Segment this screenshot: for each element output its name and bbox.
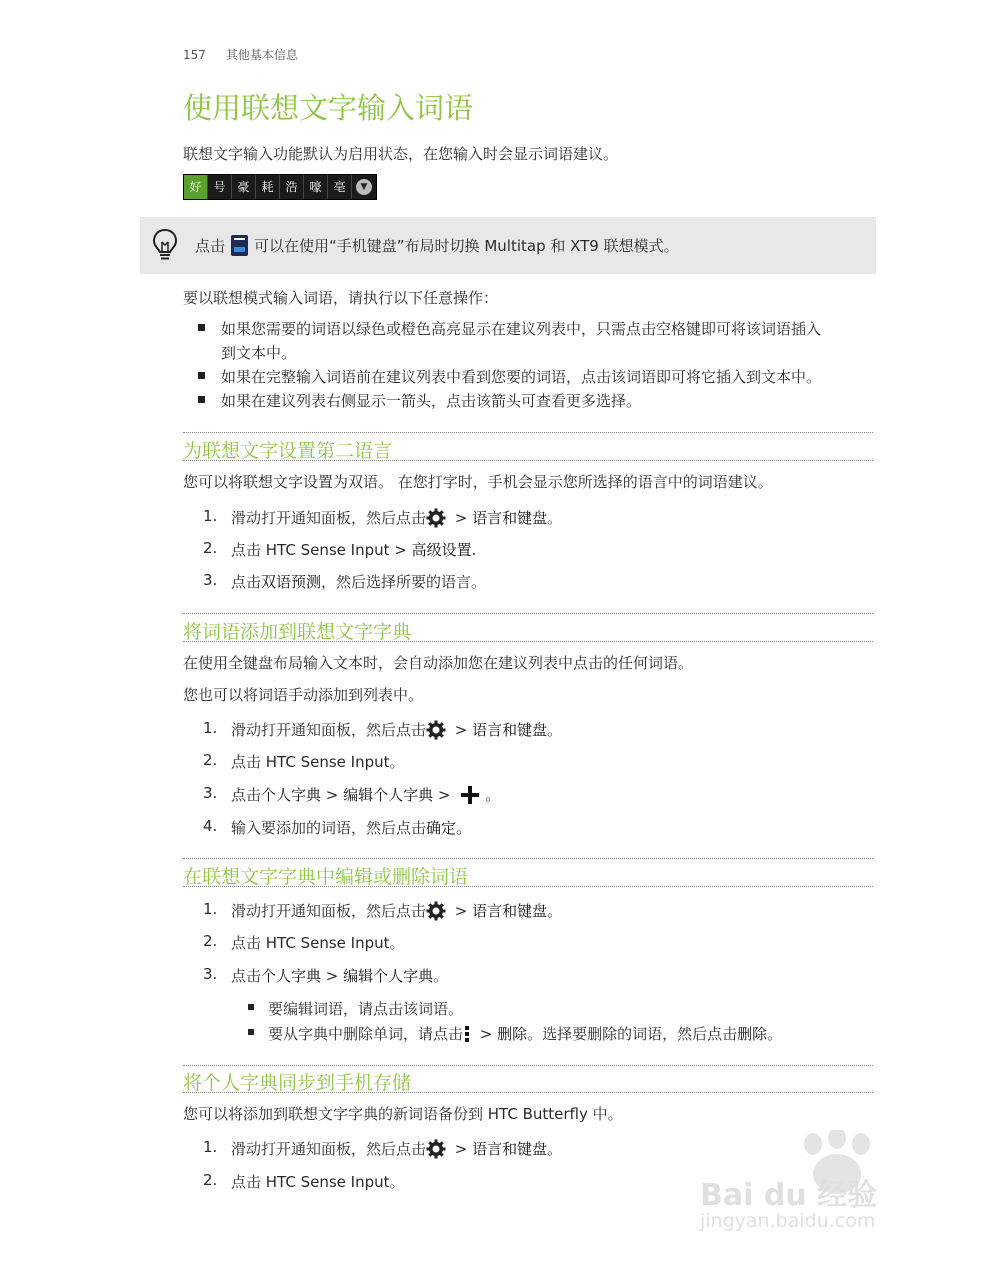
- step-text: [231, 571, 486, 592]
- watermark-brand: Bai du 经验: [700, 1178, 878, 1213]
- step-number: 3.: [203, 784, 218, 802]
- candidate-word: 浩: [280, 175, 304, 199]
- step-emphasis: 语言和键盘: [472, 902, 548, 920]
- step-number: 2.: [203, 751, 218, 769]
- section-desc: 您可以将联想文字设置为双语。 在您打字时，手机会显示您所选择的语言中的词语建议。: [183, 473, 773, 491]
- step-number: 2.: [203, 539, 218, 557]
- divider: [183, 1065, 873, 1066]
- step-part: >: [475, 1024, 498, 1043]
- divider: [183, 1092, 873, 1093]
- candidate-word: 耗: [256, 175, 280, 199]
- bullet-text: 如果在建议列表右侧显示一箭头，点击该箭头可查看更多选择。: [221, 392, 642, 410]
- settings-gear-icon: [426, 901, 446, 921]
- candidate-word: 嚎: [304, 175, 328, 199]
- candidate-word: 好: [184, 175, 208, 199]
- tip-text-before: 点击: [195, 237, 226, 255]
- chapter-title: 其他基本信息: [225, 48, 298, 62]
- step-part: 。: [547, 902, 563, 920]
- candidate-word: 豪: [232, 175, 256, 199]
- bullet-text: 如果您需要的词语以绿色或橙色高亮显示在建议列表中，只需点击空格键即可将该词语插入: [221, 320, 822, 338]
- sub-bullet-marker: [248, 1029, 254, 1035]
- step-emphasis: 个人字典: [261, 967, 322, 985]
- step-part: >: [450, 1139, 473, 1158]
- divider: [183, 886, 873, 887]
- step-part: 。: [456, 819, 472, 837]
- step-emphasis: 语言和键盘: [472, 509, 548, 527]
- section-heading: 将个人字典同步到手机存储: [183, 1072, 412, 1094]
- settings-gear-icon: [426, 508, 446, 528]
- intro-text: 联想文字输入功能默认为启用状态，在您输入时会显示词语建议。: [183, 145, 619, 163]
- lightbulb-icon: [152, 228, 178, 262]
- step-part: 输入要添加的词语，然后点击: [231, 819, 427, 837]
- step-text: 点击 HTC Sense Input。: [231, 934, 405, 952]
- step-part: 点击: [231, 967, 262, 985]
- bullet-text: 如果在完整输入词语前在建议列表中看到您要的词语，点击该词语即可将它插入到文本中。: [221, 368, 822, 386]
- step-part: >: [450, 720, 473, 739]
- divider: [183, 858, 873, 859]
- tip-text: [195, 235, 679, 256]
- step-emphasis: 双语预测: [261, 573, 322, 591]
- step-text: [231, 539, 476, 560]
- step-part: >: [450, 901, 473, 920]
- xt9-icon: [231, 235, 248, 256]
- bullet-marker: [198, 324, 205, 331]
- candidate-word: 号: [208, 175, 232, 199]
- baidu-watermark: [700, 1130, 940, 1245]
- step-text: 点击 HTC Sense Input。: [231, 1173, 405, 1191]
- step-part: 滑动打开通知面板，然后点击: [231, 721, 427, 739]
- step-part: ，然后选择所要的语言。: [321, 573, 487, 591]
- step-part: 滑动打开通知面板，然后点击: [231, 509, 427, 527]
- step-part: >: [321, 966, 344, 985]
- step-text: [231, 507, 562, 528]
- step-part: 。: [547, 1140, 563, 1158]
- step-number: 2.: [203, 932, 218, 950]
- step-emphasis: 语言和键盘: [472, 721, 548, 739]
- step-text: 点击 HTC Sense Input。: [231, 753, 405, 771]
- step-part: >: [433, 785, 456, 804]
- step-part: 点击 HTC Sense Input >: [231, 541, 412, 559]
- step-emphasis: 编辑个人字典: [343, 967, 434, 985]
- more-candidates-icon: ▼: [352, 175, 376, 199]
- step-emphasis: 高级设置: [411, 541, 472, 559]
- step-part: 。: [547, 721, 563, 739]
- divider: [183, 613, 873, 614]
- page-title: 使用联想文字输入词语: [183, 91, 474, 125]
- candidate-bar: [183, 174, 377, 200]
- step-text: [231, 1138, 562, 1159]
- sub-bullet-text: [268, 1023, 782, 1044]
- step-part: 要从字典中删除单词，请点击: [268, 1025, 464, 1043]
- step-number: 3.: [203, 571, 218, 589]
- tip-text-after: 可以在使用“手机键盘”布局时切换 Multitap 和 XT9 联想模式。: [254, 237, 679, 255]
- step-part: >: [450, 508, 473, 527]
- step-part: 点击: [231, 786, 262, 804]
- step-number: 1.: [203, 507, 218, 525]
- candidate-word: 亳: [328, 175, 352, 199]
- step-part: .: [471, 540, 477, 559]
- divider: [183, 460, 873, 461]
- section-desc: 在使用全键盘布局输入文本时，会自动添加您在建议列表中点击的任何词语。: [183, 654, 694, 672]
- step-emphasis: 个人字典: [261, 786, 322, 804]
- step-text: [231, 965, 448, 986]
- step-emphasis: 编辑个人字典: [343, 786, 434, 804]
- step-part: 点击: [231, 573, 262, 591]
- step-number: 4.: [203, 817, 218, 835]
- settings-gear-icon: [426, 1139, 446, 1159]
- settings-gear-icon: [426, 720, 446, 740]
- step-emphasis: 删除: [737, 1025, 768, 1043]
- more-menu-icon: [465, 1026, 469, 1042]
- step-number: 3.: [203, 965, 218, 983]
- predictive-lead: 要以联想模式输入词语，请执行以下任意操作：: [183, 289, 499, 307]
- section-heading: 为联想文字设置第二语言: [183, 440, 393, 462]
- section-heading: 在联想文字字典中编辑或删除词语: [183, 866, 469, 888]
- section-desc: 您可以将添加到联想文字字典的新词语备份到 HTC Butterfly 中。: [183, 1105, 623, 1123]
- step-part: 滑动打开通知面板，然后点击: [231, 1140, 427, 1158]
- divider: [183, 641, 873, 642]
- sub-bullet-marker: [248, 1004, 254, 1010]
- section-desc: 您也可以将词语手动添加到列表中。: [183, 686, 424, 704]
- step-part: 滑动打开通知面板，然后点击: [231, 902, 427, 920]
- page-number: 157: [183, 48, 206, 62]
- step-emphasis: 确定: [426, 819, 457, 837]
- step-emphasis: 删除: [497, 1025, 528, 1043]
- section-heading: 将词语添加到联想文字字典: [183, 621, 412, 643]
- step-part: 。选择要删除的词语，然后点击: [527, 1025, 738, 1043]
- running-header: [183, 46, 298, 63]
- watermark-url: jingyan.baidu.com: [700, 1210, 876, 1232]
- step-text: [231, 817, 471, 838]
- bullet-text: 到文本中。: [221, 344, 297, 362]
- step-text: [231, 719, 562, 740]
- step-emphasis: 语言和键盘: [472, 1140, 548, 1158]
- step-number: 1.: [203, 719, 218, 737]
- bullet-marker: [198, 372, 205, 379]
- divider: [183, 432, 873, 433]
- step-text: [231, 784, 500, 805]
- step-part: >: [321, 785, 344, 804]
- step-part: 。: [485, 786, 501, 804]
- step-number: 1.: [203, 900, 218, 918]
- step-number: 2.: [203, 1171, 218, 1189]
- step-part: 。: [433, 967, 449, 985]
- step-text: [231, 900, 562, 921]
- bullet-marker: [198, 396, 205, 403]
- plus-icon: [461, 786, 479, 804]
- step-part: 。: [547, 509, 563, 527]
- step-part: 。: [767, 1025, 783, 1043]
- step-number: 1.: [203, 1138, 218, 1156]
- sub-bullet-text: 要编辑词语，请点击该词语。: [268, 1000, 464, 1018]
